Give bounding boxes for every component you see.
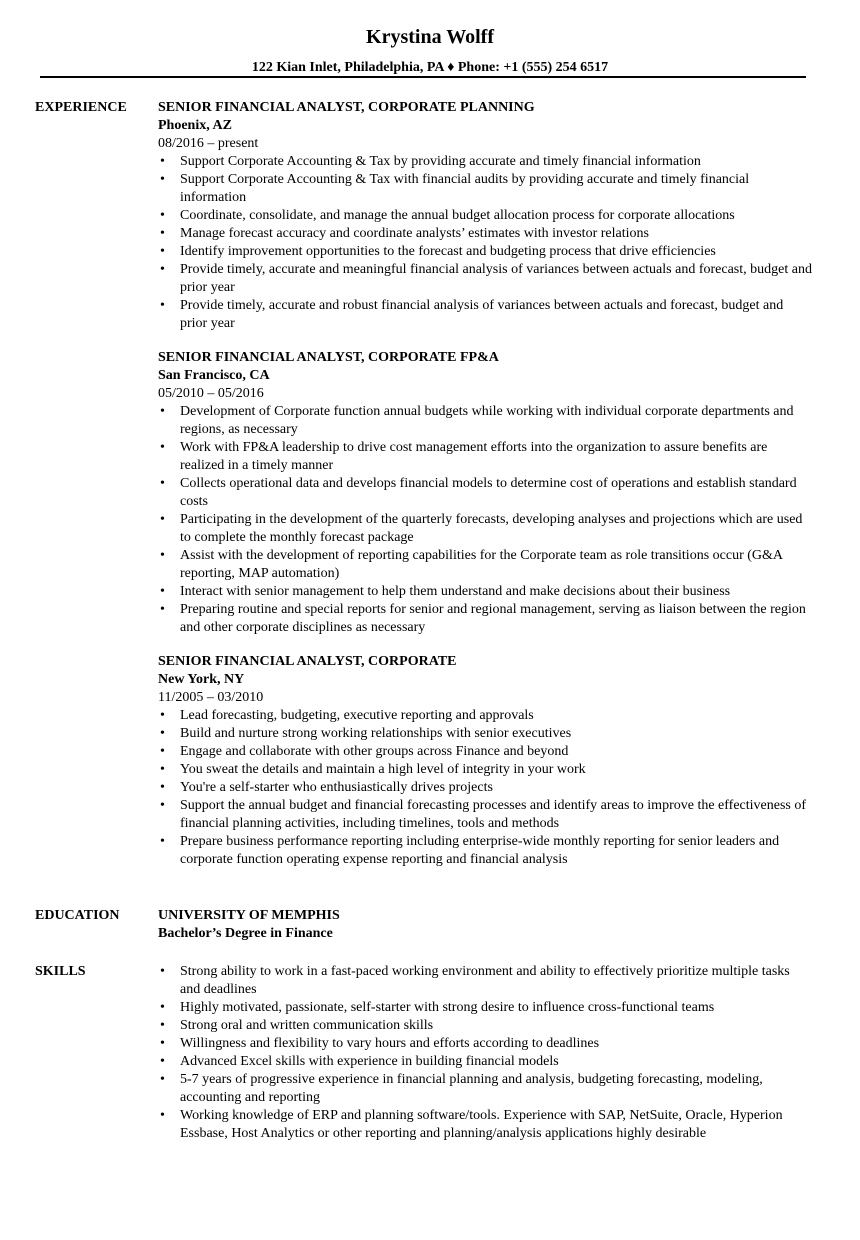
bullet-icon: •: [160, 1018, 165, 1033]
bullet-icon: •: [160, 262, 165, 277]
bullet-icon: •: [160, 226, 165, 241]
list-item: [158, 1035, 813, 1053]
bullet-icon: •: [160, 762, 165, 777]
list-item: [158, 475, 813, 511]
job-location: San Francisco, CA: [158, 368, 270, 383]
bullet-text: Support the annual budget and financial forecasting processes and identify areas to improve the effectiveness of financial planning activities, including timelines, tools and methods: [180, 798, 807, 831]
bullet-text: Advanced Excel skills with experience in building financial models: [180, 1054, 559, 1069]
bullet-text: Provide timely, accurate and robust financial analysis of variances between actuals and forecast, budget and prior year: [180, 298, 784, 331]
list-item: [158, 779, 813, 797]
job-location: Phoenix, AZ: [158, 118, 232, 133]
list-item: [158, 297, 813, 333]
job-dates: 05/2010 – 05/2016: [158, 386, 264, 401]
job-entry: [158, 349, 813, 637]
list-item: [158, 1107, 813, 1143]
bullet-text: Preparing routine and special reports for senior and regional management, serving as liaison between the region and other corporate disciplines as necessary: [180, 602, 806, 635]
bullet-text: Work with FP&A leadership to drive cost management efforts into the organization to assure benefits are realized in a timely manner: [180, 440, 768, 473]
list-item: [158, 207, 813, 225]
bullet-text: 5-7 years of progressive experience in financial planning and analysis, budgeting forecasting, modeling, accounting and reporting: [180, 1072, 763, 1105]
bullet-icon: •: [160, 780, 165, 795]
bullet-icon: •: [160, 602, 165, 617]
education-entry: [158, 907, 813, 943]
section-label-education: EDUCATION: [35, 908, 120, 923]
bullet-icon: •: [160, 834, 165, 849]
list-item: [158, 225, 813, 243]
skills-list: [158, 963, 813, 1143]
bullet-icon: •: [160, 1072, 165, 1087]
bullet-icon: •: [160, 512, 165, 527]
list-item: [158, 725, 813, 743]
bullet-text: Strong ability to work in a fast-paced working environment and ability to effectively prioritize multiple tasks and deadlines: [180, 964, 790, 997]
skills-bullets: [158, 963, 813, 1143]
list-item: [158, 1071, 813, 1107]
list-item: [158, 403, 813, 439]
bullet-icon: •: [160, 798, 165, 813]
list-item: [158, 171, 813, 207]
contact-line: 122 Kian Inlet, Philadelphia, PA ♦ Phone: +1 (555) 254 6517: [251, 60, 609, 75]
list-item: [158, 1017, 813, 1035]
list-item: [158, 261, 813, 297]
list-item: [158, 601, 813, 637]
job-entry: [158, 653, 813, 869]
bullet-text: Provide timely, accurate and meaningful financial analysis of variances between actuals and forecast, budget and prior year: [180, 262, 812, 295]
list-item: [158, 511, 813, 547]
section-label-experience: EXPERIENCE: [35, 100, 127, 115]
header-divider: [40, 76, 806, 78]
list-item: [158, 743, 813, 761]
list-item: [158, 439, 813, 475]
bullet-text: Lead forecasting, budgeting, executive reporting and approvals: [180, 708, 534, 723]
bullet-icon: •: [160, 1000, 165, 1015]
bullet-icon: •: [160, 244, 165, 259]
bullet-icon: •: [160, 208, 165, 223]
job-dates: 08/2016 – present: [158, 136, 259, 151]
job-bullets: [158, 153, 813, 333]
bullet-text: Participating in the development of the quarterly forecasts, developing analyses and projections which are used to complete the monthly forecast package: [180, 512, 803, 545]
bullet-icon: •: [160, 1054, 165, 1069]
bullet-text: Coordinate, consolidate, and manage the annual budget allocation process for corporate allocations: [180, 208, 735, 223]
list-item: [158, 243, 813, 261]
bullet-text: Strong oral and written communication skills: [180, 1018, 434, 1033]
bullet-text: Highly motivated, passionate, self-starter with strong desire to influence cross-functional teams: [180, 1000, 715, 1015]
list-item: [158, 1053, 813, 1071]
bullet-icon: •: [160, 964, 165, 979]
bullet-text: Willingness and flexibility to vary hours and efforts according to deadlines: [180, 1036, 600, 1051]
bullet-text: Manage forecast accuracy and coordinate analysts’ estimates with investor relations: [180, 226, 649, 241]
bullet-icon: •: [160, 440, 165, 455]
job-title: SENIOR FINANCIAL ANALYST, CORPORATE FP&A: [158, 350, 499, 365]
bullet-icon: •: [160, 1036, 165, 1051]
bullet-text: Support Corporate Accounting & Tax by providing accurate and timely financial information: [180, 154, 701, 169]
bullet-text: Prepare business performance reporting including enterprise-wide monthly reporting for senior leaders and corporate function operating expense reporting and financial analysis: [180, 834, 780, 867]
list-item: [158, 833, 813, 869]
bullet-icon: •: [160, 154, 165, 169]
bullet-icon: •: [160, 584, 165, 599]
bullet-icon: •: [160, 744, 165, 759]
bullet-icon: •: [160, 548, 165, 563]
bullet-text: Identify improvement opportunities to the forecast and budgeting process that drive efficiencies: [180, 244, 716, 259]
job-title: SENIOR FINANCIAL ANALYST, CORPORATE PLANNING: [158, 100, 535, 115]
bullet-icon: •: [160, 404, 165, 419]
list-item: [158, 963, 813, 999]
list-item: [158, 583, 813, 601]
bullet-text: Interact with senior management to help them understand and make decisions about their business: [180, 584, 731, 599]
job-bullets: [158, 707, 813, 869]
list-item: [158, 707, 813, 725]
job-dates: 11/2005 – 03/2010: [158, 690, 264, 705]
bullet-text: You're a self-starter who enthusiastically drives projects: [180, 780, 493, 795]
bullet-text: Build and nurture strong working relationships with senior executives: [180, 726, 572, 741]
bullet-text: Support Corporate Accounting & Tax with financial audits by providing accurate and timely financial information: [180, 172, 750, 205]
job-location: New York, NY: [158, 672, 245, 687]
candidate-name: Krystina Wolff: [366, 26, 494, 48]
list-item: [158, 547, 813, 583]
bullet-text: Engage and collaborate with other groups across Finance and beyond: [180, 744, 569, 759]
section-label-skills: SKILLS: [35, 964, 86, 979]
bullet-icon: •: [160, 1108, 165, 1123]
job-title: SENIOR FINANCIAL ANALYST, CORPORATE: [158, 654, 457, 669]
list-item: [158, 797, 813, 833]
list-item: [158, 153, 813, 171]
bullet-icon: •: [160, 172, 165, 187]
bullet-icon: •: [160, 298, 165, 313]
bullet-icon: •: [160, 708, 165, 723]
bullet-text: Working knowledge of ERP and planning software/tools. Experience with SAP, NetSuite, Oracle, Hyperion Essbase, Host Analytics or other reporting and planning/analysis applications highly desirable: [180, 1108, 783, 1141]
job-bullets: [158, 403, 813, 637]
bullet-icon: •: [160, 476, 165, 491]
bullet-text: Assist with the development of reporting capabilities for the Corporate team as role transitions occur (G&A reporting, MAP automation): [180, 548, 783, 581]
bullet-icon: •: [160, 726, 165, 741]
list-item: [158, 999, 813, 1017]
job-entry: [158, 99, 813, 333]
list-item: [158, 761, 813, 779]
school-name: UNIVERSITY OF MEMPHIS: [158, 908, 340, 923]
bullet-text: Collects operational data and develops financial models to determine cost of operations and establish standard costs: [180, 476, 797, 509]
bullet-text: You sweat the details and maintain a high level of integrity in your work: [180, 762, 586, 777]
degree-name: Bachelor’s Degree in Finance: [158, 926, 333, 941]
experience-list: [158, 99, 813, 885]
bullet-text: Development of Corporate function annual budgets while working with individual corporate departments and regions, as necessary: [180, 404, 794, 437]
